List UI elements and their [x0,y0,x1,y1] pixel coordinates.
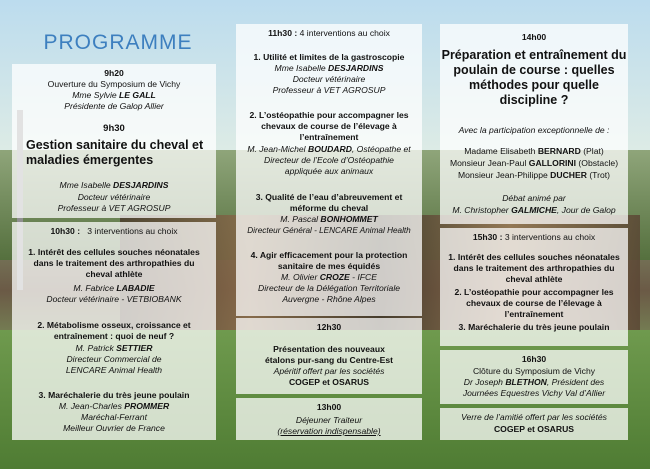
reservation-text: (réservation indispensable) [277,426,381,436]
participation-text: Avec la participation exceptionnelle de : [458,125,610,135]
time-1230: 12h30 [316,322,342,332]
c3-talk1-line2: dans le traitement des arthropathies du [453,263,615,273]
closing-text: Clôture du Symposium de Vichy [472,366,596,376]
talk1-speaker: M. Fabrice LABADIE [73,283,155,293]
programme-title: PROGRAMME [43,31,193,54]
session-title-sanitaire: Gestion sanitaire du cheval et maladies émergentes [26,138,204,167]
closer-role: Journées Equestres Vichy Val d’Allier [462,388,606,398]
presentation-line1: Présentation des nouveaux [273,344,385,354]
time-1400: 14h00 [521,32,547,42]
c2-talk4-line2: sanitaire de mes équidés [277,261,381,271]
c2-talk4-line1: 4. Agir efficacement pour la protection [250,250,408,260]
c3-talk1-line1: 1. Intérêt des cellules souches néonatales [448,252,620,262]
lunch-text: Déjeuner Traiteur [295,415,363,425]
talk1-line1: 1. Intérêt des cellules souches néonatales [28,247,200,257]
presentation-line2: étalons pur-sang du Centre-Est [265,355,393,365]
c2-talk1-speaker: Mme Isabelle DESJARDINS [274,63,384,73]
c3-talk1-line3: cheval athlète [505,274,563,284]
talk2-speaker: M. Patrick SETTIER [75,343,153,353]
c3-talk2-line1: 2. L’ostéopathie pour accompagner les [454,287,614,297]
guest-bernard: Madame Elisabeth BERNARD (Plat) [464,146,604,156]
c2-talk2-role1: Directeur de l’Ecole d’Ostéopathie [264,155,394,165]
verre-text: Verre de l’amitié offert par les sociétés [461,412,607,422]
debate-text: Débat animé par [502,193,566,203]
time-1630: 16h30 [521,354,547,364]
slot-1130: 11h30 : 4 interventions au choix [268,28,390,38]
c2-talk1-line: 1. Utilité et limites de la gastroscopie [253,52,405,62]
c3-talk2-line2: chevaux de course de l’élevage à [466,298,602,308]
moderator-name: M. Christopher GALMICHE, Jour de Galop [452,205,616,215]
talk3-speaker: M. Jean-Charles PROMMER [58,401,170,411]
c2-talk4-speaker: M. Olivier CROZE - IFCE [281,272,377,282]
opening-text: Ouverture du Symposium de Vichy [47,79,181,89]
c2-talk1-role2: Professeur à VET AGROSUP [272,85,386,95]
talk2-role2: LENCARE Animal Health [65,365,163,375]
aperitif-text: Apéritif offert par les sociétés [273,366,385,376]
c2-talk4-role1: Directeur de la Délégation Territoriale [257,283,401,293]
slot-1030: 10h30 : 3 interventions au choix [50,226,178,236]
verre-sponsors: COGEP et OSARUS [493,424,575,434]
talk2-role1: Directeur Commercial de [66,354,162,364]
c2-talk3-line2: méforme du cheval [289,203,369,213]
closer-name: Dr Joseph BLETHON, Président des [463,377,605,387]
time-1300: 13h00 [316,402,342,412]
c2-talk2-speaker: M. Jean-Michel BOUDARD, Ostéopathe et [247,144,411,154]
talk3-role2: Meilleur Ouvrier de France [63,423,165,433]
talk2-line1: 2. Métabolisme osseux, croissance et [37,320,191,330]
c2-talk2-line2: chevaux de course de l’élevage à [261,121,397,131]
c2-talk4-role2: Auvergne - Rhône Alpes [282,294,376,304]
time-0930: 9h30 [103,123,125,134]
talk3-line: 3. Maréchalerie du très jeune poulain [38,390,190,400]
c2-talk3-line1: 3. Qualité de l’eau d’abreuvement et [255,192,403,202]
talk1-line3: cheval athlète [85,269,143,279]
c2-talk2-line3: l’entraînement [299,132,359,142]
c2-talk2-role2: appliquée aux animaux [284,166,374,176]
speaker-role-2: Professeur à VET AGROSUP [57,203,171,213]
guest-gallorini: Monsieur Jean-Paul GALLORINI (Obstacle) [449,158,619,168]
talk3-role1: Maréchal-Ferrant [81,412,147,422]
aperitif-sponsors: COGEP et OSARUS [288,377,370,387]
opener-name: Mme Sylvie LE GALL [72,90,156,100]
speaker-role-1: Docteur vétérinaire [77,192,151,202]
talk1-line2: dans le traitement des arthropathies du [33,258,195,268]
c2-talk3-speaker: M. Pascal BONHOMMET [280,214,378,224]
c3-talk2-line3: l’entraînement [504,309,564,319]
guest-ducher: Monsieur Jean-Philippe DUCHER (Trot) [457,170,611,180]
c2-talk3-role: Directeur Général - LENCARE Animal Health [247,226,411,235]
c2-talk1-role1: Docteur vétérinaire [292,74,366,84]
time-0920: 9h20 [104,68,124,78]
c2-talk2-line1: 2. L’ostéopathie pour accompagner les [249,110,409,120]
session-title-preparation: Préparation et entraînement du poulain de course : quelles méthodes pour quelle discipline ? [441,48,627,107]
c3-talk3-line: 3. Maréchalerie du très jeune poulain [458,322,610,332]
talk2-line2: entraînement : quoi de neuf ? [53,331,175,341]
speaker-desjardins: Mme Isabelle DESJARDINS [59,180,169,190]
talk1-role: Docteur vétérinaire - VETBIOBANK [46,294,182,304]
slot-1530: 15h30 : 3 interventions au choix [472,232,596,242]
opener-role: Présidente de Galop Allier [64,101,164,111]
